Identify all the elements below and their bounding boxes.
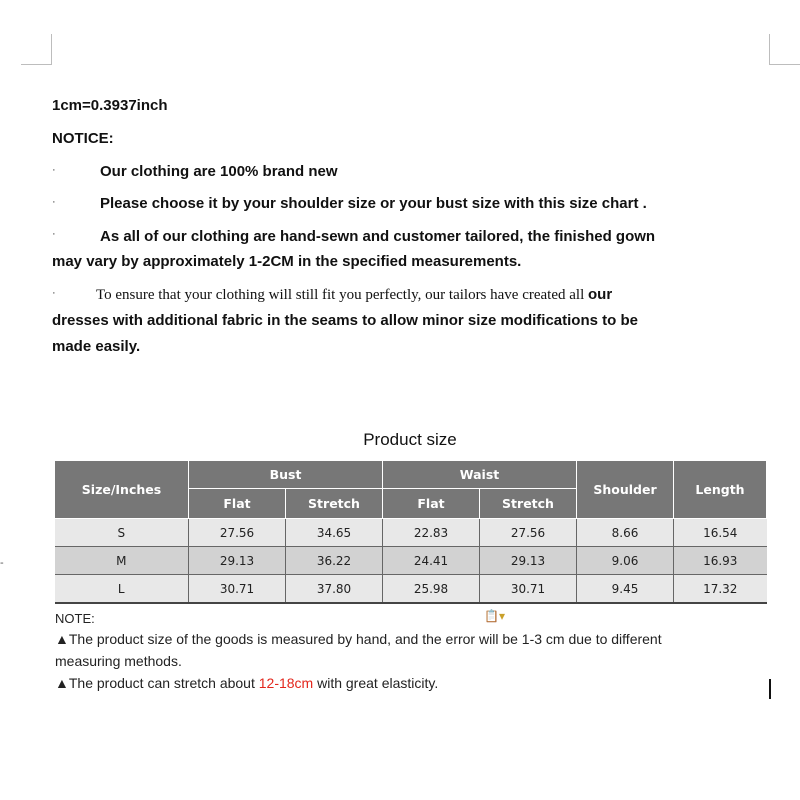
bullet: · [52, 287, 56, 299]
notice-line: Our clothing are 100% brand new [100, 163, 338, 180]
header-bust-flat: Flat [189, 489, 286, 519]
table-cell: 24.41 [383, 547, 480, 575]
bullet: · [52, 164, 56, 176]
table-row [55, 547, 767, 575]
table-row [55, 575, 767, 604]
table-row [55, 519, 767, 547]
table-cell: 22.83 [383, 519, 480, 547]
side-mark: - [0, 557, 4, 569]
note-text: with great elasticity. [313, 675, 439, 691]
table-cell: 34.65 [286, 519, 383, 547]
header-shoulder: Shoulder [577, 461, 674, 519]
note-line [55, 631, 662, 647]
triangle-icon: ▲ [55, 675, 69, 691]
notice-line: dresses with additional fabric in the seams to allow minor size modifications to be [52, 312, 638, 329]
table-cell: S [55, 519, 189, 547]
notice-heading: NOTICE: [52, 130, 114, 147]
text-cursor [769, 679, 771, 699]
table-cell: 29.13 [480, 547, 577, 575]
table-cell: L [55, 575, 189, 604]
note-line: measuring methods. [55, 653, 182, 669]
header-waist-stretch: Stretch [480, 489, 577, 519]
table-cell: 9.06 [577, 547, 674, 575]
table-cell: 8.66 [577, 519, 674, 547]
table-cell: 27.56 [480, 519, 577, 547]
table-cell: 17.32 [674, 575, 767, 604]
table-cell: M [55, 547, 189, 575]
table-cell: 29.13 [189, 547, 286, 575]
table-cell: 30.71 [480, 575, 577, 604]
page-corner-mark [769, 64, 800, 65]
header-length: Length [674, 461, 767, 519]
stretch-range-highlight: 12-18cm [258, 675, 314, 691]
notice-line [96, 287, 612, 303]
table-cell: 36.22 [286, 547, 383, 575]
header-size: Size/Inches [55, 461, 189, 519]
notice-serif-text: To ensure that your clothing will still fit you perfectly, our tailors have created all [96, 287, 588, 303]
table-cell: 37.80 [286, 575, 383, 604]
size-chart-table [54, 460, 767, 604]
table-cell: 16.54 [674, 519, 767, 547]
bullet: · [52, 228, 56, 240]
note-text: The product can stretch about [68, 675, 259, 691]
table-cell: 27.56 [189, 519, 286, 547]
table-cell: 16.93 [674, 547, 767, 575]
page-corner-mark [51, 34, 52, 64]
notice-line: may vary by approximately 1-2CM in the specified measurements. [52, 253, 522, 270]
page-corner-mark [21, 64, 52, 65]
note-line [55, 675, 438, 691]
header-bust: Bust [189, 461, 383, 489]
header-bust-stretch: Stretch [286, 489, 383, 519]
header-waist-flat: Flat [383, 489, 480, 519]
bullet: · [52, 196, 56, 208]
header-waist: Waist [383, 461, 577, 489]
note-text: The product size of the goods is measured by hand, and the error will be 1-3 cm due to different [68, 631, 662, 647]
note-heading: NOTE: [55, 611, 95, 626]
notice-line: As all of our clothing are hand-sewn and customer tailored, the finished gown [100, 228, 656, 245]
table-cell: 25.98 [383, 575, 480, 604]
page-corner-mark [769, 34, 770, 64]
paste-options-icon[interactable]: 📋▾ [484, 609, 505, 623]
conversion-text: 1cm=0.3937inch [52, 97, 168, 114]
table-cell: 9.45 [577, 575, 674, 604]
notice-line: Please choose it by your shoulder size or your bust size with this size chart . [100, 195, 647, 212]
product-size-title: Product size [363, 430, 457, 449]
triangle-icon: ▲ [55, 631, 69, 647]
table-cell: 30.71 [189, 575, 286, 604]
notice-bold-text: our [588, 286, 613, 303]
notice-line: made easily. [52, 338, 141, 355]
